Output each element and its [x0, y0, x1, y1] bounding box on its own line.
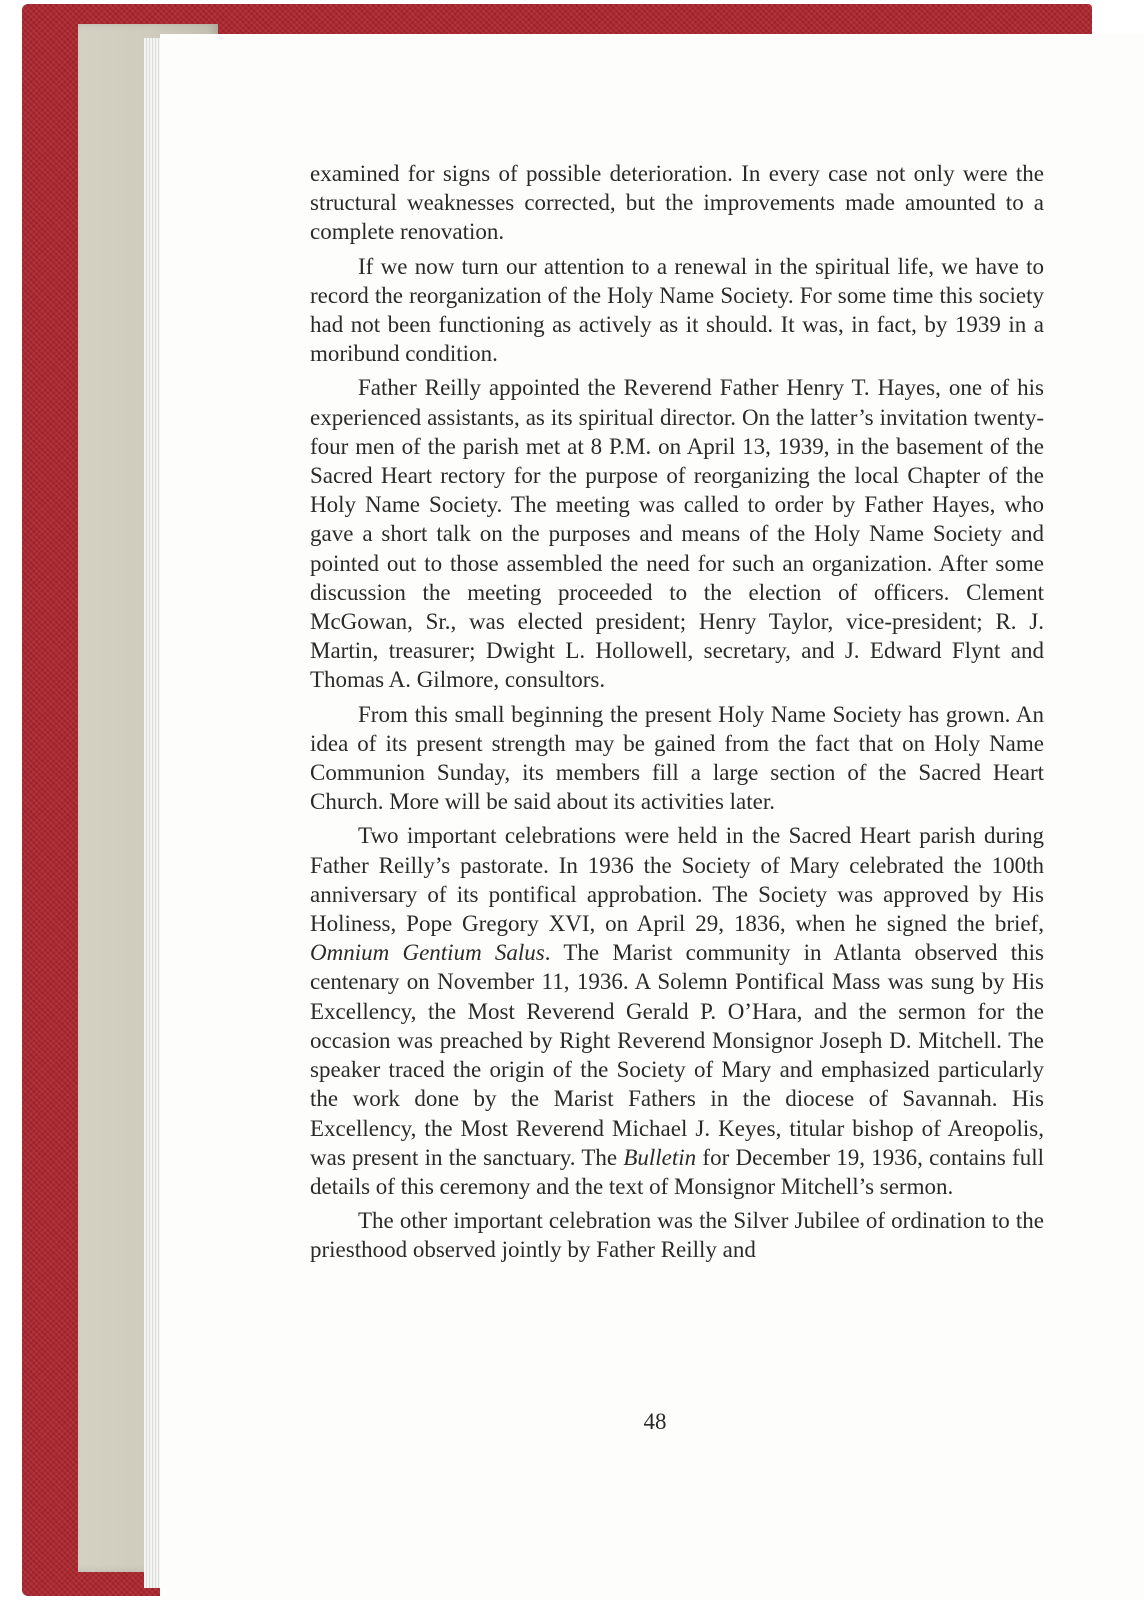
- text-run: examined for signs of possible deterioration. In every case not only were the structural weaknesses corrected, but the improvements made amounted to a complete renovation.: [310, 161, 1044, 245]
- paragraph: [310, 252, 1044, 369]
- text-run: . The Marist community in Atlanta observed this centenary on November 11, 1936. A Solemn Pontifical Mass was sung by His Excellency, the Most Reverend Gerald P. O’Hara, and the sermon for the occasion was preached by Right Reverend Monsignor Joseph D. Mitchell. The speaker traced the origin of the Society of Mary and emphasized particularly the work done by the Marist Fathers in the diocese of Savannah. His Excellency, the Most Reverend Michael J. Keyes, titular bishop of Areopolis, was present in the sanctuary. The: [310, 940, 1044, 1170]
- body-text: [310, 159, 1044, 1270]
- page-number: 48: [643, 1409, 667, 1434]
- paragraph: [310, 159, 1044, 247]
- text-run: From this small beginning the present Holy Name Society has grown. An idea of its present strength may be gained from the fact that on Holy Name Communion Sunday, its members fill a large section of the Sacred Heart Church. More will be said about its activities later.: [310, 701, 1044, 815]
- paragraph: [310, 821, 1044, 1201]
- text-run: Two important celebrations were held in the Sacred Heart parish during Father Reilly’s pastorate. In 1936 the Society of Mary celebrated the 100th anniversary of its pontifical approbation. The Society was approved by His Holiness, Pope Gregory XVI, on April 29, 1836, when he signed the brief,: [310, 823, 1044, 937]
- paragraph: [310, 700, 1044, 817]
- text-run: If we now turn our attention to a renewal in the spiritual life, we have to record the reorganization of the Holy Name Society. For some time this society had not been functioning as actively as it should. It was, in fact, by 1939 in a moribund condition.: [310, 253, 1044, 367]
- text-run: for December 19, 1936, contains full details of this ceremony and the text of Monsignor Mitchell’s sermon.: [310, 1144, 1045, 1199]
- text-run: The other important celebration was the Silver Jubilee of ordination to the priesthood observed jointly by Father Reilly and: [310, 1208, 1044, 1263]
- paragraph: [310, 1206, 1044, 1264]
- book-page: [160, 34, 1144, 1600]
- paragraph: [310, 373, 1044, 694]
- text-run: Father Reilly appointed the Reverend Father Henry T. Hayes, one of his experienced assistants, as its spiritual director. On the latter’s invitation twenty-four men of the parish met at 8 P.M. on April 13, 1939, in the basement of the Sacred Heart rectory for the purpose of reorganizing the local Chapter of the Holy Name Society. The meeting was called to order by Father Hayes, who gave a short talk on the purposes and means of the Holy Name Society and pointed out to those assembled the need for such an organization. After some discussion the meeting proceeded to the election of officers. Clement McGowan, Sr., was elected president; Henry Taylor, vice-president; R. J. Martin, treasurer; Dwight L. Hollowell, secretary, and J. Edward Flynt and Thomas A. Gilmore, consultors.: [310, 375, 1044, 693]
- italic-title: Omnium Gentium Salus: [310, 940, 545, 966]
- italic-title: Bulletin: [623, 1144, 697, 1170]
